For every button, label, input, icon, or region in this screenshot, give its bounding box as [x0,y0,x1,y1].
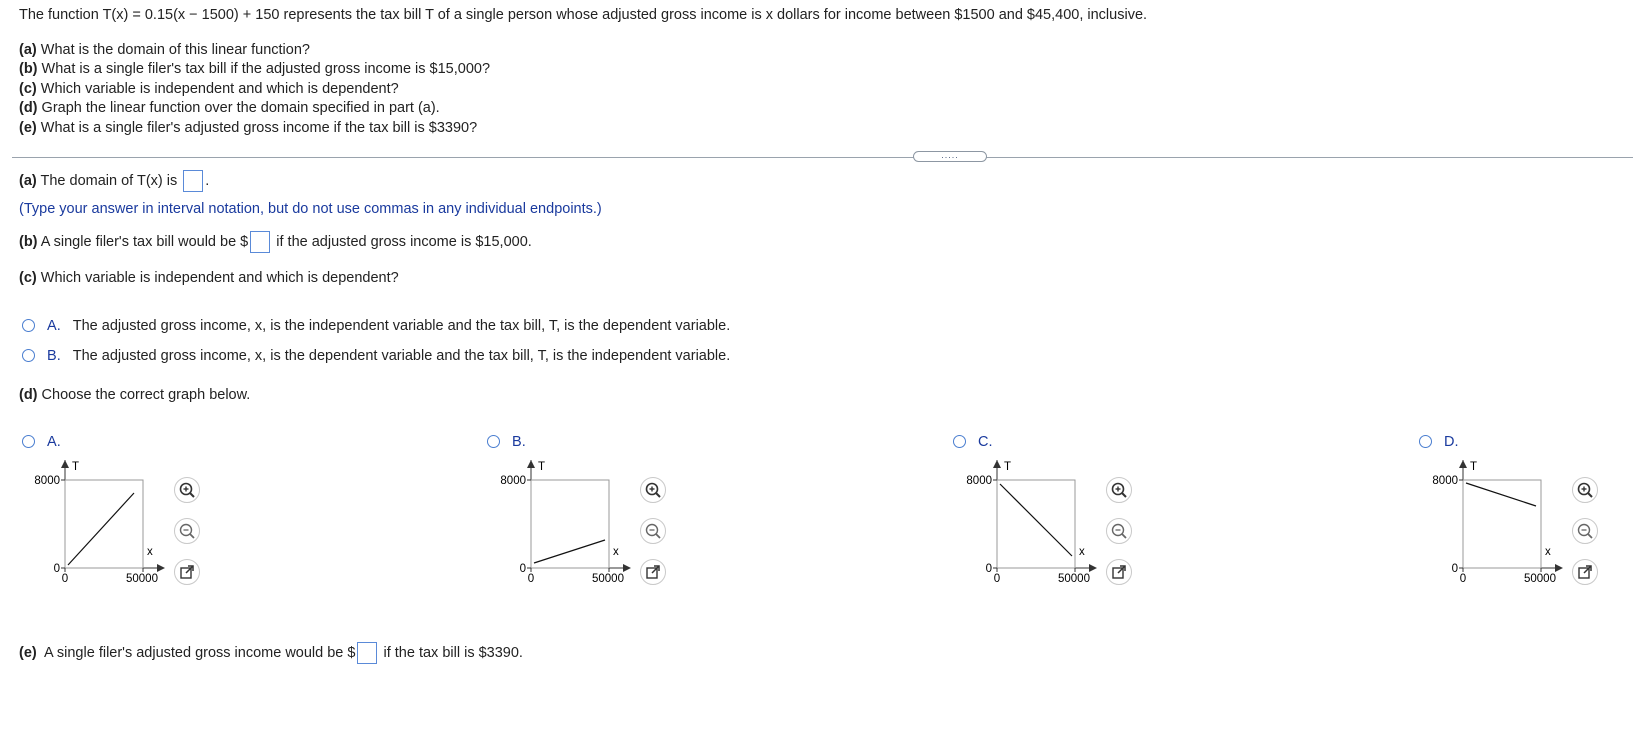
open-new-window-icon [1576,563,1594,581]
y-max-label: 8000 [34,475,60,487]
y-axis-label: T [538,461,546,473]
tax-bill-input[interactable] [250,231,270,253]
zoom-in-button-b[interactable] [640,477,666,503]
zoom-in-button-a[interactable] [174,477,200,503]
y-min-label: 0 [985,563,992,575]
y-min-label: 0 [1451,563,1458,575]
plot-frame [1463,480,1541,568]
radio-graph-b[interactable] [487,435,500,448]
x-axis-label: x [613,546,619,558]
section-divider [12,157,1633,158]
graph-line [68,493,134,565]
x-max-label: 50000 [592,573,624,585]
y-axis-label: T [1004,461,1012,473]
x-axis-label: x [1079,546,1085,558]
answer-d-question: (d) Choose the correct graph below. [19,387,251,403]
x-axis-label: x [1545,546,1551,558]
zoom-in-icon [1110,481,1128,499]
question-e: (e) What is a single filer's adjusted gross income if the tax bill is $3390? [19,120,478,136]
x-max-label: 50000 [1058,573,1090,585]
open-new-window-icon [178,563,196,581]
open-new-window-button-d[interactable] [1572,559,1598,585]
zoom-in-button-d[interactable] [1572,477,1598,503]
x-axis-label: x [147,546,153,558]
radio-c-a[interactable] [22,319,35,332]
question-c: (c) Which variable is independent and which is dependent? [19,81,399,97]
y-axis-label: T [72,461,80,473]
y-max-label: 8000 [500,475,526,487]
zoom-in-button-c[interactable] [1106,477,1132,503]
y-axis-label: T [1470,461,1478,473]
plot-frame [531,480,609,568]
y-max-label: 8000 [966,475,992,487]
divider-resize-handle[interactable]: ..... [913,151,987,162]
open-new-window-button-c[interactable] [1106,559,1132,585]
graph-a [22,456,172,588]
open-new-window-icon [1110,563,1128,581]
x-axis-arrow [1089,564,1097,572]
income-input[interactable] [357,642,377,664]
zoom-in-icon [644,481,662,499]
option-c-a[interactable]: A. The adjusted gross income, x, is the independent variable and the tax bill, T, is the dependent variable. [22,318,730,334]
x-max-label: 50000 [1524,573,1556,585]
question-a: (a) What is the domain of this linear function? [19,42,310,58]
x-axis-arrow [1555,564,1563,572]
answer-e-row: (e) A single filer's adjusted gross income would be $ if the tax bill is $3390. [19,642,523,664]
zoom-out-icon [644,522,662,540]
question-b: (b) What is a single filer's tax bill if the adjusted gross income is $15,000? [19,61,491,77]
question-d: (d) Graph the linear function over the domain specified in part (a). [19,100,440,116]
answer-b-row: (b) A single filer's tax bill would be $ if the adjusted gross income is $15,000. [19,231,532,253]
graph-option-b[interactable]: B. [487,434,526,450]
y-min-label: 0 [53,563,60,575]
y-axis-arrow [527,460,535,468]
open-new-window-icon [644,563,662,581]
graph-b [488,456,638,588]
graph-line [1000,484,1072,556]
open-new-window-button-a[interactable] [174,559,200,585]
x-axis-arrow [623,564,631,572]
radio-graph-c[interactable] [953,435,966,448]
option-c-b[interactable]: B. The adjusted gross income, x, is the dependent variable and the tax bill, T, is the independent variable. [22,348,730,364]
zoom-out-button-c[interactable] [1106,518,1132,544]
zoom-out-icon [1110,522,1128,540]
graph-option-c[interactable]: C. [953,434,993,450]
answer-c-question: (c) Which variable is independent and which is dependent? [19,270,399,286]
graph-line [534,540,605,563]
x-min-label: 0 [993,573,1001,585]
x-min-label: 0 [527,573,535,585]
y-axis-arrow [1459,460,1467,468]
zoom-in-icon [1576,481,1594,499]
x-max-label: 50000 [126,573,158,585]
y-max-label: 8000 [1432,475,1458,487]
radio-graph-a[interactable] [22,435,35,448]
x-axis-arrow [157,564,165,572]
radio-graph-d[interactable] [1419,435,1432,448]
x-min-label: 0 [61,573,69,585]
graph-option-a[interactable]: A. [22,434,61,450]
open-new-window-button-b[interactable] [640,559,666,585]
graph-line [1466,483,1536,506]
answer-a-hint: (Type your answer in interval notation, but do not use commas in any individual endpoints.) [19,201,602,217]
graph-c [954,456,1104,588]
answer-a-row: (a) The domain of T(x) is . [19,170,209,192]
graph-d [1420,456,1570,588]
zoom-out-button-a[interactable] [174,518,200,544]
problem-intro: The function T(x) = 0.15(x − 1500) + 150 represents the tax bill T of a single person whose adjusted gross income is x dollars for income between $1500 and $45,400, inclusive. [19,7,1148,23]
graph-option-d[interactable]: D. [1419,434,1459,450]
zoom-in-icon [178,481,196,499]
zoom-out-icon [1576,522,1594,540]
domain-input[interactable] [183,170,203,192]
radio-c-b[interactable] [22,349,35,362]
zoom-out-button-d[interactable] [1572,518,1598,544]
x-min-label: 0 [1459,573,1467,585]
y-min-label: 0 [519,563,526,575]
zoom-out-icon [178,522,196,540]
zoom-out-button-b[interactable] [640,518,666,544]
y-axis-arrow [993,460,1001,468]
